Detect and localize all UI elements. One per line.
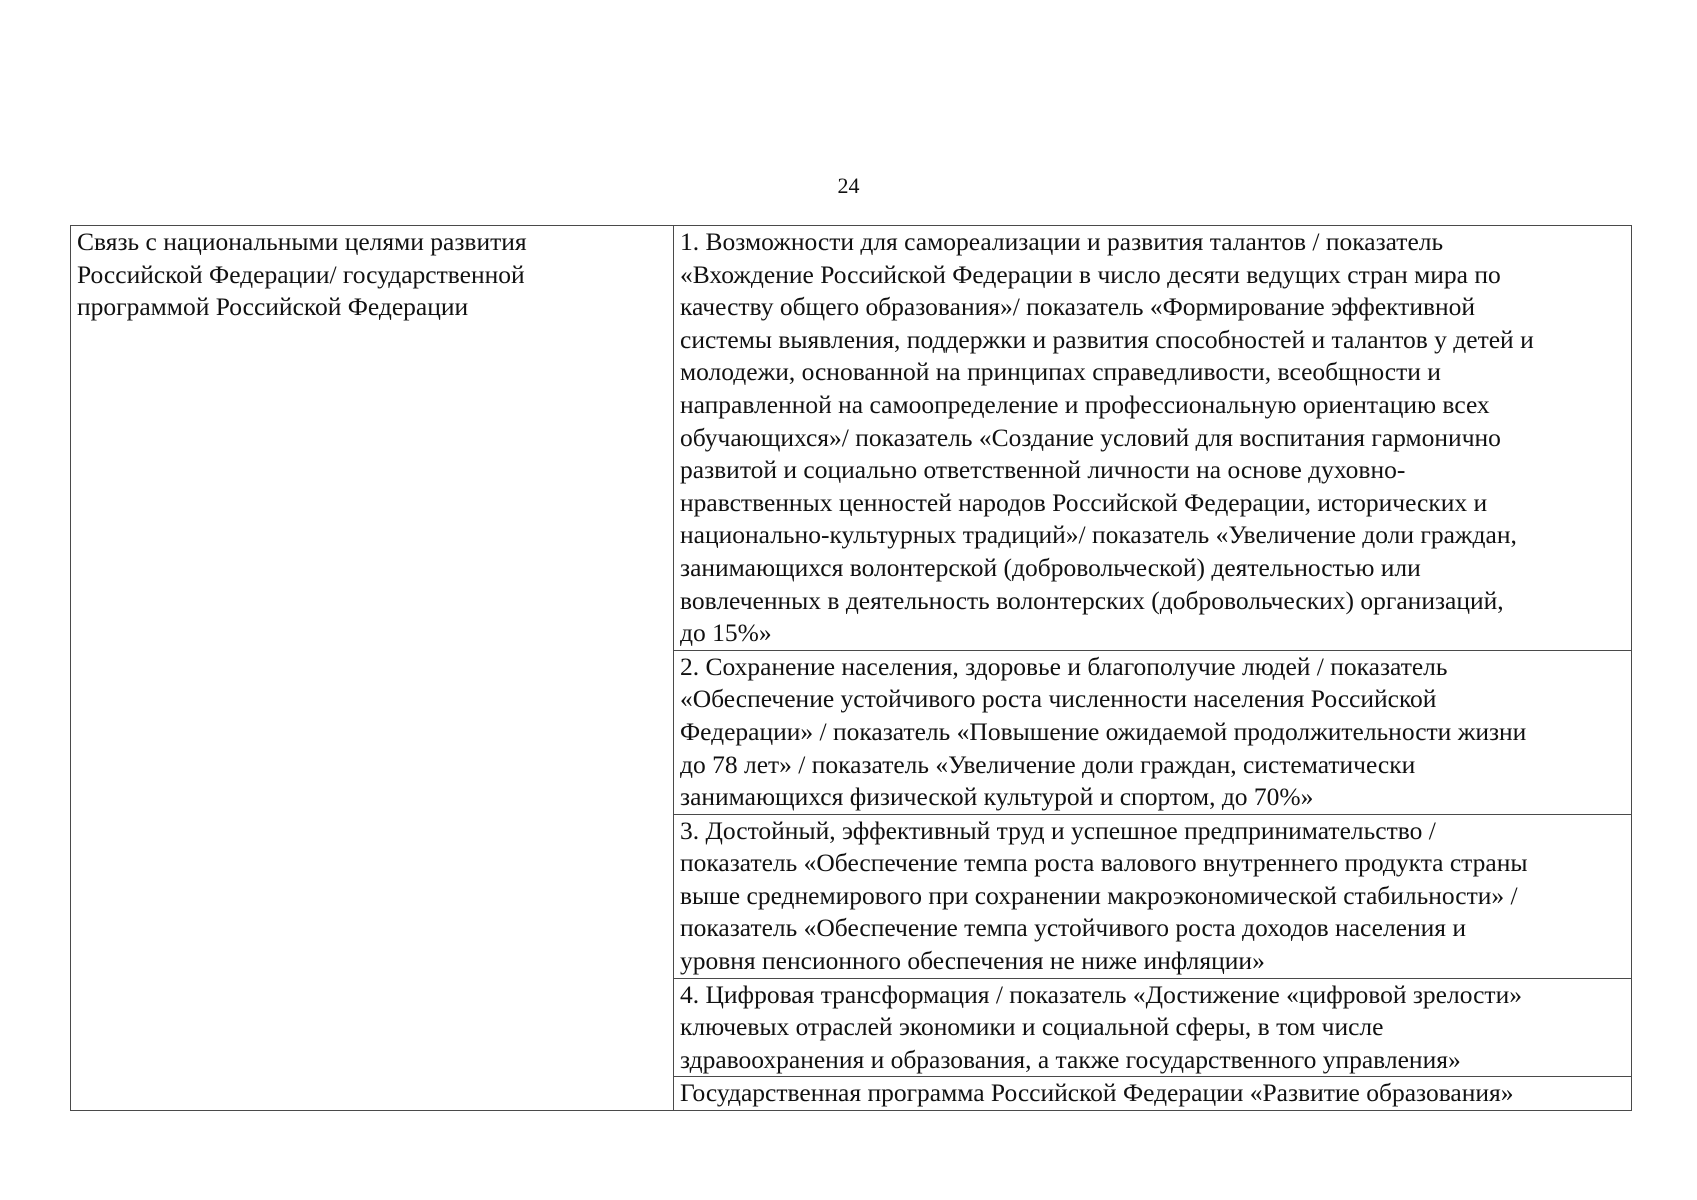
state-program-text: Государственная программа Российской Федерации «Развитие образования» bbox=[680, 1078, 1514, 1108]
left-header-text: Связь с национальными целями развития Российской Федерации/ государственной программой Российской Федерации bbox=[77, 227, 527, 322]
goal-cell-4 bbox=[674, 978, 1632, 1077]
goal-cell-3 bbox=[674, 814, 1632, 978]
goal-text-2: 2. Сохранение населения, здоровье и благополучие людей / показатель «Обеспечение устойчивого роста численности населения Российской Федерации» / показатель «Повышение ожидаемой продолжительности жизни до 78 лет» / показатель «Увеличение доли граждан, систематически занимающихся физической культурой и спортом, до 70%» bbox=[680, 651, 1527, 812]
national-goals-table bbox=[70, 225, 1632, 1111]
left-header-cell bbox=[71, 226, 674, 1111]
page-number: 24 bbox=[837, 173, 860, 198]
goal-cell-1 bbox=[674, 226, 1632, 651]
goal-text-1: 1. Возможности для самореализации и развития талантов / показатель «Вхождение Российской Федерации в число десяти ведущих стран мира по качеству общего образования»/ показатель «Формирование эффективной системы выявления, поддержки и развития способностей и талантов у детей и молодежи, основанной на принципах справедливости, всеобщности и направленной на самоопределение и профессиональную ориентацию всех обучающихся»/ показатель «Создание условий для воспитания гармонично развитой и социально ответственной личности на основе духовно- нравственных ценностей народов Российской Федерации, исторических и национально-культурных традиций»/ показатель «Увеличение доли граждан, занимающихся волонтерской (добровольческой) деятельностью или вовлеченных в деятельность волонтерских (добровольческих) организаций, до 15%» bbox=[680, 227, 1534, 648]
state-program-cell bbox=[674, 1077, 1632, 1111]
goal-text-3: 3. Достойный, эффективный труд и успешное предпринимательство / показатель «Обеспечение темпа роста валового внутреннего продукта страны выше среднемирового при сохранении макроэкономической стабильности» / показатель «Обеспечение темпа устойчивого роста доходов населения и уровня пенсионного обеспечения не ниже инфляции» bbox=[680, 815, 1528, 976]
goal-cell-2 bbox=[674, 650, 1632, 814]
table-row bbox=[71, 226, 1632, 651]
goal-text-4: 4. Цифровая трансформация / показатель «Достижение «цифровой зрелости» ключевых отраслей экономики и социальной сферы, в том числе здравоохранения и образования, а также государственного управления» bbox=[680, 979, 1522, 1074]
